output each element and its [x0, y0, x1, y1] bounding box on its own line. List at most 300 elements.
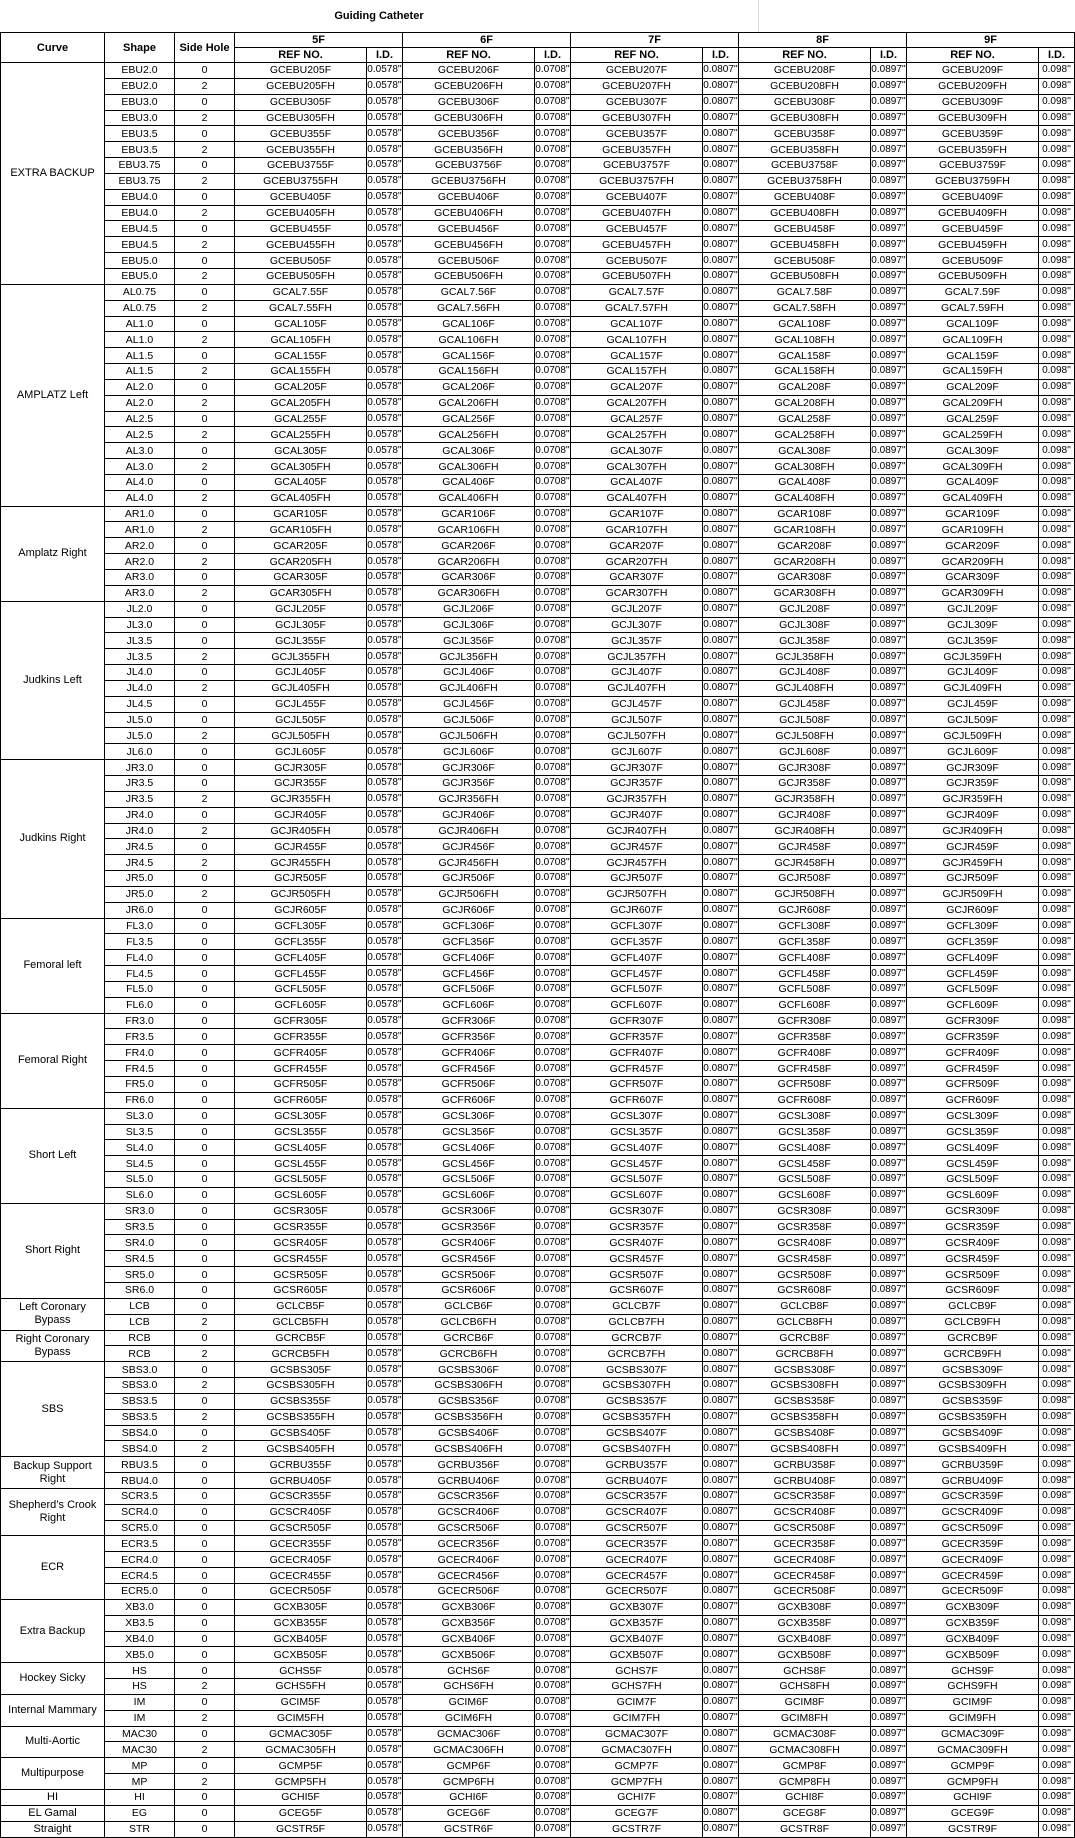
ref-no-cell: GCECR458F	[739, 1568, 871, 1584]
inner-diameter-cell: 0.0897''	[871, 934, 907, 950]
inner-diameter-cell: 0.098''	[1039, 237, 1075, 253]
ref-no-cell: GCFR356F	[403, 1029, 535, 1045]
shape-cell: FL4.0	[105, 950, 175, 966]
ref-no-cell: GCJR405FH	[235, 823, 367, 839]
ref-no-cell: GCEBU357FH	[571, 142, 703, 158]
inner-diameter-cell: 0.098''	[1039, 158, 1075, 174]
side-hole-cell: 0	[175, 1536, 235, 1552]
side-hole-cell: 0	[175, 633, 235, 649]
ref-no-cell: GCXB309F	[907, 1599, 1039, 1615]
inner-diameter-cell: 0.0807''	[703, 253, 739, 269]
shape-cell: MAC30	[105, 1742, 175, 1758]
inner-diameter-cell: 0.0807''	[703, 1235, 739, 1251]
ref-no-cell: GCFR506F	[403, 1077, 535, 1093]
inner-diameter-cell: 0.0708''	[535, 78, 571, 94]
table-row	[1, 490, 1075, 506]
ref-no-cell: GCEBU407FH	[571, 205, 703, 221]
inner-diameter-cell: 0.098''	[1039, 1568, 1075, 1584]
ref-no-cell: GCFL455F	[235, 966, 367, 982]
ref-no-cell: GCAR307FH	[571, 585, 703, 601]
ref-no-cell: GCSR308F	[739, 1203, 871, 1219]
shape-cell: AL1.0	[105, 332, 175, 348]
table-row	[1, 94, 1075, 110]
inner-diameter-cell: 0.0708''	[535, 1156, 571, 1172]
ref-no-cell: GCSR408F	[739, 1235, 871, 1251]
ref-no-cell: GCEBU506F	[403, 253, 535, 269]
inner-diameter-cell: 0.0578''	[367, 221, 403, 237]
table-row	[1, 1742, 1075, 1758]
inner-diameter-cell: 0.0897''	[871, 1615, 907, 1631]
inner-diameter-cell: 0.0897''	[871, 126, 907, 142]
ref-no-cell: GCAL308FH	[739, 459, 871, 475]
ref-no-cell: GCJL409FH	[907, 680, 1039, 696]
ref-no-cell: GCJL608F	[739, 744, 871, 760]
table-row	[1, 1092, 1075, 1108]
sheet-title: Guiding Catheter	[0, 0, 759, 32]
inner-diameter-cell: 0.0708''	[535, 1647, 571, 1663]
inner-diameter-cell: 0.0578''	[367, 490, 403, 506]
inner-diameter-cell: 0.0807''	[703, 696, 739, 712]
ref-no-cell: GCAR308F	[739, 570, 871, 586]
inner-diameter-cell: 0.0708''	[535, 585, 571, 601]
inner-diameter-cell: 0.0578''	[367, 1789, 403, 1805]
ref-no-cell: GCAL309F	[907, 443, 1039, 459]
inner-diameter-cell: 0.0708''	[535, 189, 571, 205]
inner-diameter-cell: 0.0897''	[871, 617, 907, 633]
ref-no-cell: GCSL359F	[907, 1124, 1039, 1140]
ref-no-cell: GCFR508F	[739, 1077, 871, 1093]
inner-diameter-cell: 0.0807''	[703, 110, 739, 126]
inner-diameter-cell: 0.0708''	[535, 1298, 571, 1314]
ref-no-cell: GCXB407F	[571, 1631, 703, 1647]
ref-no-cell: GCJR407FH	[571, 823, 703, 839]
table-row	[1, 665, 1075, 681]
ref-no-cell: GCECR406F	[403, 1552, 535, 1568]
ref-no-cell: GCECR508F	[739, 1584, 871, 1600]
inner-diameter-cell: 0.0578''	[367, 427, 403, 443]
ref-no-cell: GCAL307F	[571, 443, 703, 459]
inner-diameter-cell: 0.0807''	[703, 1029, 739, 1045]
ref-no-cell: GCFL506F	[403, 981, 535, 997]
ref-no-cell: GCSCR408F	[739, 1504, 871, 1520]
ref-no-cell: GCJR609F	[907, 902, 1039, 918]
inner-diameter-cell: 0.0807''	[703, 728, 739, 744]
ref-no-cell: GCSBS358FH	[739, 1409, 871, 1425]
shape-cell: JL4.5	[105, 696, 175, 712]
inner-diameter-cell: 0.0897''	[871, 1267, 907, 1283]
inner-diameter-cell: 0.0708''	[535, 1362, 571, 1378]
shape-cell: EBU2.0	[105, 63, 175, 79]
ref-no-cell: GCAL256F	[403, 411, 535, 427]
inner-diameter-cell: 0.0807''	[703, 807, 739, 823]
ref-no-cell: GCAL305FH	[235, 459, 367, 475]
ref-no-cell: GCAR208F	[739, 538, 871, 554]
table-row	[1, 855, 1075, 871]
inner-diameter-cell: 0.0807''	[703, 1346, 739, 1362]
table-row	[1, 997, 1075, 1013]
inner-diameter-cell: 0.0807''	[703, 1679, 739, 1695]
ref-no-cell: GCAR309FH	[907, 585, 1039, 601]
inner-diameter-cell: 0.0708''	[535, 950, 571, 966]
inner-diameter-cell: 0.0578''	[367, 142, 403, 158]
ref-no-cell: GCAL108FH	[739, 332, 871, 348]
inner-diameter-cell: 0.0578''	[367, 1805, 403, 1821]
inner-diameter-cell: 0.098''	[1039, 855, 1075, 871]
ref-no-cell: GCAL7.58FH	[739, 300, 871, 316]
inner-diameter-cell: 0.0807''	[703, 934, 739, 950]
inner-diameter-cell: 0.0807''	[703, 871, 739, 887]
inner-diameter-cell: 0.098''	[1039, 1267, 1075, 1283]
inner-diameter-cell: 0.0578''	[367, 1694, 403, 1710]
ref-no-cell: GCSR507F	[571, 1267, 703, 1283]
table-row	[1, 189, 1075, 205]
ref-no-cell: GCAL7.55F	[235, 284, 367, 300]
side-hole-cell: 0	[175, 379, 235, 395]
ref-no-cell: GCECR506F	[403, 1584, 535, 1600]
shape-cell: RBU3.5	[105, 1457, 175, 1473]
ref-no-cell: GCXB506F	[403, 1647, 535, 1663]
ref-no-cell: GCJR356F	[403, 775, 535, 791]
ref-no-cell: GCFL305F	[235, 918, 367, 934]
ref-no-cell: GCAL408F	[739, 474, 871, 490]
inner-diameter-cell: 0.0708''	[535, 1568, 571, 1584]
ref-no-cell: GCEBU205F	[235, 63, 367, 79]
ref-no-cell: GCFR408F	[739, 1045, 871, 1061]
inner-diameter-cell: 0.0578''	[367, 601, 403, 617]
side-hole-cell: 0	[175, 474, 235, 490]
inner-diameter-cell: 0.0807''	[703, 1124, 739, 1140]
ref-no-cell: GCJL406F	[403, 665, 535, 681]
shape-cell: MAC30	[105, 1726, 175, 1742]
inner-diameter-cell: 0.0708''	[535, 1821, 571, 1837]
table-row	[1, 1203, 1075, 1219]
table-row	[1, 1615, 1075, 1631]
ref-no-cell: GCJL306F	[403, 617, 535, 633]
inner-diameter-cell: 0.0807''	[703, 459, 739, 475]
curve-cell: EL Gamal	[1, 1805, 105, 1821]
inner-diameter-cell: 0.0807''	[703, 1282, 739, 1298]
inner-diameter-cell: 0.098''	[1039, 300, 1075, 316]
inner-diameter-cell: 0.0897''	[871, 538, 907, 554]
ref-no-cell: GCSBS356F	[403, 1393, 535, 1409]
ref-no-cell: GCSL405F	[235, 1140, 367, 1156]
ref-no-cell: GCECR505F	[235, 1584, 367, 1600]
ref-no-cell: GCMAC309F	[907, 1726, 1039, 1742]
inner-diameter-cell: 0.0708''	[535, 554, 571, 570]
inner-diameter-cell: 0.0578''	[367, 1441, 403, 1457]
table-row	[1, 617, 1075, 633]
curve-cell: ECR	[1, 1536, 105, 1599]
inner-diameter-cell: 0.0897''	[871, 950, 907, 966]
ref-no-cell: GCECR356F	[403, 1536, 535, 1552]
ref-no-cell: GCAL7.59F	[907, 284, 1039, 300]
inner-diameter-cell: 0.0897''	[871, 173, 907, 189]
shape-cell: FL4.5	[105, 966, 175, 982]
inner-diameter-cell: 0.0897''	[871, 871, 907, 887]
table-row	[1, 364, 1075, 380]
inner-diameter-cell: 0.0807''	[703, 1710, 739, 1726]
table-row	[1, 205, 1075, 221]
side-hole-cell: 2	[175, 823, 235, 839]
inner-diameter-cell: 0.0578''	[367, 268, 403, 284]
inner-diameter-cell: 0.0708''	[535, 538, 571, 554]
inner-diameter-cell: 0.098''	[1039, 268, 1075, 284]
ref-no-cell: GCAL309FH	[907, 459, 1039, 475]
inner-diameter-cell: 0.0578''	[367, 1425, 403, 1441]
inner-diameter-cell: 0.098''	[1039, 379, 1075, 395]
inner-diameter-cell: 0.098''	[1039, 1457, 1075, 1473]
inner-diameter-cell: 0.098''	[1039, 538, 1075, 554]
shape-cell: SBS4.0	[105, 1425, 175, 1441]
inner-diameter-cell: 0.0578''	[367, 1758, 403, 1774]
curve-cell: Straight	[1, 1821, 105, 1837]
inner-diameter-cell: 0.0578''	[367, 1124, 403, 1140]
inner-diameter-cell: 0.0708''	[535, 1742, 571, 1758]
inner-diameter-cell: 0.0897''	[871, 1029, 907, 1045]
side-hole-cell: 0	[175, 348, 235, 364]
ref-no-cell: GCXB305F	[235, 1599, 367, 1615]
table-row	[1, 1710, 1075, 1726]
ref-no-cell: GCSR456F	[403, 1251, 535, 1267]
inner-diameter-cell: 0.0578''	[367, 173, 403, 189]
inner-diameter-cell: 0.098''	[1039, 1172, 1075, 1188]
shape-cell: SCR5.0	[105, 1520, 175, 1536]
side-hole-cell: 2	[175, 332, 235, 348]
inner-diameter-cell: 0.0807''	[703, 1045, 739, 1061]
ref-no-cell: GCJL207F	[571, 601, 703, 617]
inner-diameter-cell: 0.098''	[1039, 617, 1075, 633]
inner-diameter-cell: 0.0578''	[367, 791, 403, 807]
inner-diameter-cell: 0.0708''	[535, 1092, 571, 1108]
ref-no-cell: GCAR209F	[907, 538, 1039, 554]
shape-cell: EBU3.75	[105, 158, 175, 174]
curve-cell: Backup Support Right	[1, 1457, 105, 1489]
ref-no-cell: GCJR307F	[571, 760, 703, 776]
side-hole-cell: 0	[175, 1425, 235, 1441]
table-row	[1, 1758, 1075, 1774]
ref-no-cell: GCEBU207FH	[571, 78, 703, 94]
ref-no-cell: GCSBS306F	[403, 1362, 535, 1378]
inner-diameter-cell: 0.0897''	[871, 918, 907, 934]
ref-no-cell: GCIM5FH	[235, 1710, 367, 1726]
inner-diameter-cell: 0.0897''	[871, 1805, 907, 1821]
ref-no-cell: GCIM9FH	[907, 1710, 1039, 1726]
ref-no-cell: GCSBS358F	[739, 1393, 871, 1409]
inner-diameter-cell: 0.0897''	[871, 728, 907, 744]
side-hole-cell: 0	[175, 997, 235, 1013]
inner-diameter-cell: 0.0578''	[367, 63, 403, 79]
inner-diameter-cell: 0.0578''	[367, 633, 403, 649]
inner-diameter-cell: 0.0897''	[871, 395, 907, 411]
ref-no-cell: GCEBU306FH	[403, 110, 535, 126]
ref-no-cell: GCRCB5FH	[235, 1346, 367, 1362]
inner-diameter-cell: 0.0708''	[535, 1615, 571, 1631]
inner-diameter-cell: 0.0708''	[535, 443, 571, 459]
inner-diameter-cell: 0.0708''	[535, 63, 571, 79]
shape-cell: FR3.5	[105, 1029, 175, 1045]
ref-no-cell: GCECR405F	[235, 1552, 367, 1568]
inner-diameter-cell: 0.0807''	[703, 1584, 739, 1600]
table-row	[1, 1647, 1075, 1663]
ref-no-cell: GCFR358F	[739, 1029, 871, 1045]
side-hole-cell: 2	[175, 554, 235, 570]
inner-diameter-cell: 0.0578''	[367, 1647, 403, 1663]
ref-no-cell: GCSBS405F	[235, 1425, 367, 1441]
inner-diameter-cell: 0.0578''	[367, 459, 403, 475]
ref-no-cell: GCXB505F	[235, 1647, 367, 1663]
ref-no-cell: GCAR105FH	[235, 522, 367, 538]
inner-diameter-cell: 0.0897''	[871, 1710, 907, 1726]
ref-no-cell: GCJL407FH	[571, 680, 703, 696]
id-header: I.D.	[1039, 48, 1075, 63]
inner-diameter-cell: 0.098''	[1039, 1425, 1075, 1441]
inner-diameter-cell: 0.0807''	[703, 158, 739, 174]
shape-cell: AL1.0	[105, 316, 175, 332]
ref-no-cell: GCEBU206F	[403, 63, 535, 79]
side-hole-cell: 0	[175, 617, 235, 633]
inner-diameter-cell: 0.0578''	[367, 1108, 403, 1124]
inner-diameter-cell: 0.0578''	[367, 332, 403, 348]
ref-no-cell: GCSCR407F	[571, 1504, 703, 1520]
side-hole-cell: 2	[175, 855, 235, 871]
inner-diameter-cell: 0.098''	[1039, 1631, 1075, 1647]
ref-no-cell: GCAL305F	[235, 443, 367, 459]
inner-diameter-cell: 0.0897''	[871, 1758, 907, 1774]
ref-no-cell: GCLCB5F	[235, 1298, 367, 1314]
shape-cell: AL1.5	[105, 364, 175, 380]
ref-no-cell: GCEBU407F	[571, 189, 703, 205]
side-hole-cell: 0	[175, 1061, 235, 1077]
ref-no-cell: GCSBS357FH	[571, 1409, 703, 1425]
ref-no-cell: GCJL507F	[571, 712, 703, 728]
inner-diameter-cell: 0.0897''	[871, 110, 907, 126]
inner-diameter-cell: 0.0807''	[703, 538, 739, 554]
inner-diameter-cell: 0.0807''	[703, 1473, 739, 1489]
inner-diameter-cell: 0.098''	[1039, 126, 1075, 142]
table-row	[1, 474, 1075, 490]
curve-cell: Femoral left	[1, 918, 105, 1013]
ref-no-cell: GCSR609F	[907, 1282, 1039, 1298]
side-hole-cell: 0	[175, 1694, 235, 1710]
inner-diameter-cell: 0.0807''	[703, 1789, 739, 1805]
inner-diameter-cell: 0.0708''	[535, 712, 571, 728]
ref-no-cell: GCJR505FH	[235, 886, 367, 902]
inner-diameter-cell: 0.0578''	[367, 395, 403, 411]
inner-diameter-cell: 0.098''	[1039, 1061, 1075, 1077]
inner-diameter-cell: 0.0807''	[703, 1156, 739, 1172]
side-hole-cell: 2	[175, 1409, 235, 1425]
curve-cell: Judkins Left	[1, 601, 105, 759]
table-row	[1, 379, 1075, 395]
ref-no-cell: GCFL356F	[403, 934, 535, 950]
ref-no-cell: GCSL305F	[235, 1108, 367, 1124]
ref-no-cell: GCEBU359FH	[907, 142, 1039, 158]
inner-diameter-cell: 0.0578''	[367, 1473, 403, 1489]
inner-diameter-cell: 0.098''	[1039, 1203, 1075, 1219]
ref-no-cell: GCFR609F	[907, 1092, 1039, 1108]
ref-no-cell: GCRBU406F	[403, 1473, 535, 1489]
ref-no-cell: GCHI9F	[907, 1789, 1039, 1805]
ref-no-cell: GCIM6F	[403, 1694, 535, 1710]
inner-diameter-cell: 0.0897''	[871, 1013, 907, 1029]
ref-no-cell: GCEBU3758FH	[739, 173, 871, 189]
table-row	[1, 284, 1075, 300]
ref-no-cell: GCEBU459F	[907, 221, 1039, 237]
inner-diameter-cell: 0.0807''	[703, 1013, 739, 1029]
inner-diameter-cell: 0.0897''	[871, 1568, 907, 1584]
ref-no-cell: GCMP9F	[907, 1758, 1039, 1774]
ref-header: REF NO.	[907, 48, 1039, 63]
side-hole-cell: 0	[175, 1124, 235, 1140]
inner-diameter-cell: 0.0708''	[535, 1473, 571, 1489]
table-row	[1, 1774, 1075, 1790]
inner-diameter-cell: 0.0578''	[367, 78, 403, 94]
inner-diameter-cell: 0.0708''	[535, 1409, 571, 1425]
ref-no-cell: GCSL458F	[739, 1156, 871, 1172]
ref-no-cell: GCJL355FH	[235, 649, 367, 665]
ref-no-cell: GCJL206F	[403, 601, 535, 617]
table-row	[1, 221, 1075, 237]
inner-diameter-cell: 0.0578''	[367, 1029, 403, 1045]
side-hole-cell: 0	[175, 1584, 235, 1600]
side-hole-cell: 0	[175, 934, 235, 950]
ref-no-cell: GCSR459F	[907, 1251, 1039, 1267]
inner-diameter-cell: 0.0807''	[703, 237, 739, 253]
side-hole-cell: 2	[175, 1346, 235, 1362]
side-hole-cell: 2	[175, 205, 235, 221]
ref-no-cell: GCFL458F	[739, 966, 871, 982]
inner-diameter-cell: 0.0897''	[871, 1457, 907, 1473]
ref-no-cell: GCSBS408FH	[739, 1441, 871, 1457]
inner-diameter-cell: 0.0897''	[871, 1219, 907, 1235]
curve-cell: Internal Mammary	[1, 1694, 105, 1726]
ref-no-cell: GCAR209FH	[907, 554, 1039, 570]
inner-diameter-cell: 0.0578''	[367, 379, 403, 395]
table-row	[1, 918, 1075, 934]
ref-no-cell: GCJR605F	[235, 902, 367, 918]
inner-diameter-cell: 0.0897''	[871, 1298, 907, 1314]
size-header-6f: 6F	[403, 33, 571, 48]
side-hole-cell: 0	[175, 744, 235, 760]
inner-diameter-cell: 0.0897''	[871, 1045, 907, 1061]
inner-diameter-cell: 0.0897''	[871, 411, 907, 427]
inner-diameter-cell: 0.0897''	[871, 680, 907, 696]
inner-diameter-cell: 0.0578''	[367, 1251, 403, 1267]
ref-no-cell: GCAL105F	[235, 316, 367, 332]
table-row	[1, 950, 1075, 966]
inner-diameter-cell: 0.0807''	[703, 1647, 739, 1663]
inner-diameter-cell: 0.0897''	[871, 1061, 907, 1077]
ref-no-cell: GCEBU3758F	[739, 158, 871, 174]
ref-no-cell: GCECR507F	[571, 1584, 703, 1600]
ref-no-cell: GCSBS405FH	[235, 1441, 367, 1457]
ref-no-cell: GCECR459F	[907, 1568, 1039, 1584]
inner-diameter-cell: 0.0807''	[703, 1140, 739, 1156]
inner-diameter-cell: 0.0578''	[367, 1520, 403, 1536]
inner-diameter-cell: 0.098''	[1039, 1758, 1075, 1774]
ref-no-cell: GCSL409F	[907, 1140, 1039, 1156]
ref-no-cell: GCEBU208F	[739, 63, 871, 79]
table-row	[1, 348, 1075, 364]
curve-cell: Femoral Right	[1, 1013, 105, 1108]
ref-no-cell: GCEG6F	[403, 1805, 535, 1821]
ref-no-cell: GCXB306F	[403, 1599, 535, 1615]
inner-diameter-cell: 0.0578''	[367, 411, 403, 427]
inner-diameter-cell: 0.0708''	[535, 966, 571, 982]
inner-diameter-cell: 0.098''	[1039, 1615, 1075, 1631]
ref-no-cell: GCEBU3756F	[403, 158, 535, 174]
inner-diameter-cell: 0.0578''	[367, 997, 403, 1013]
